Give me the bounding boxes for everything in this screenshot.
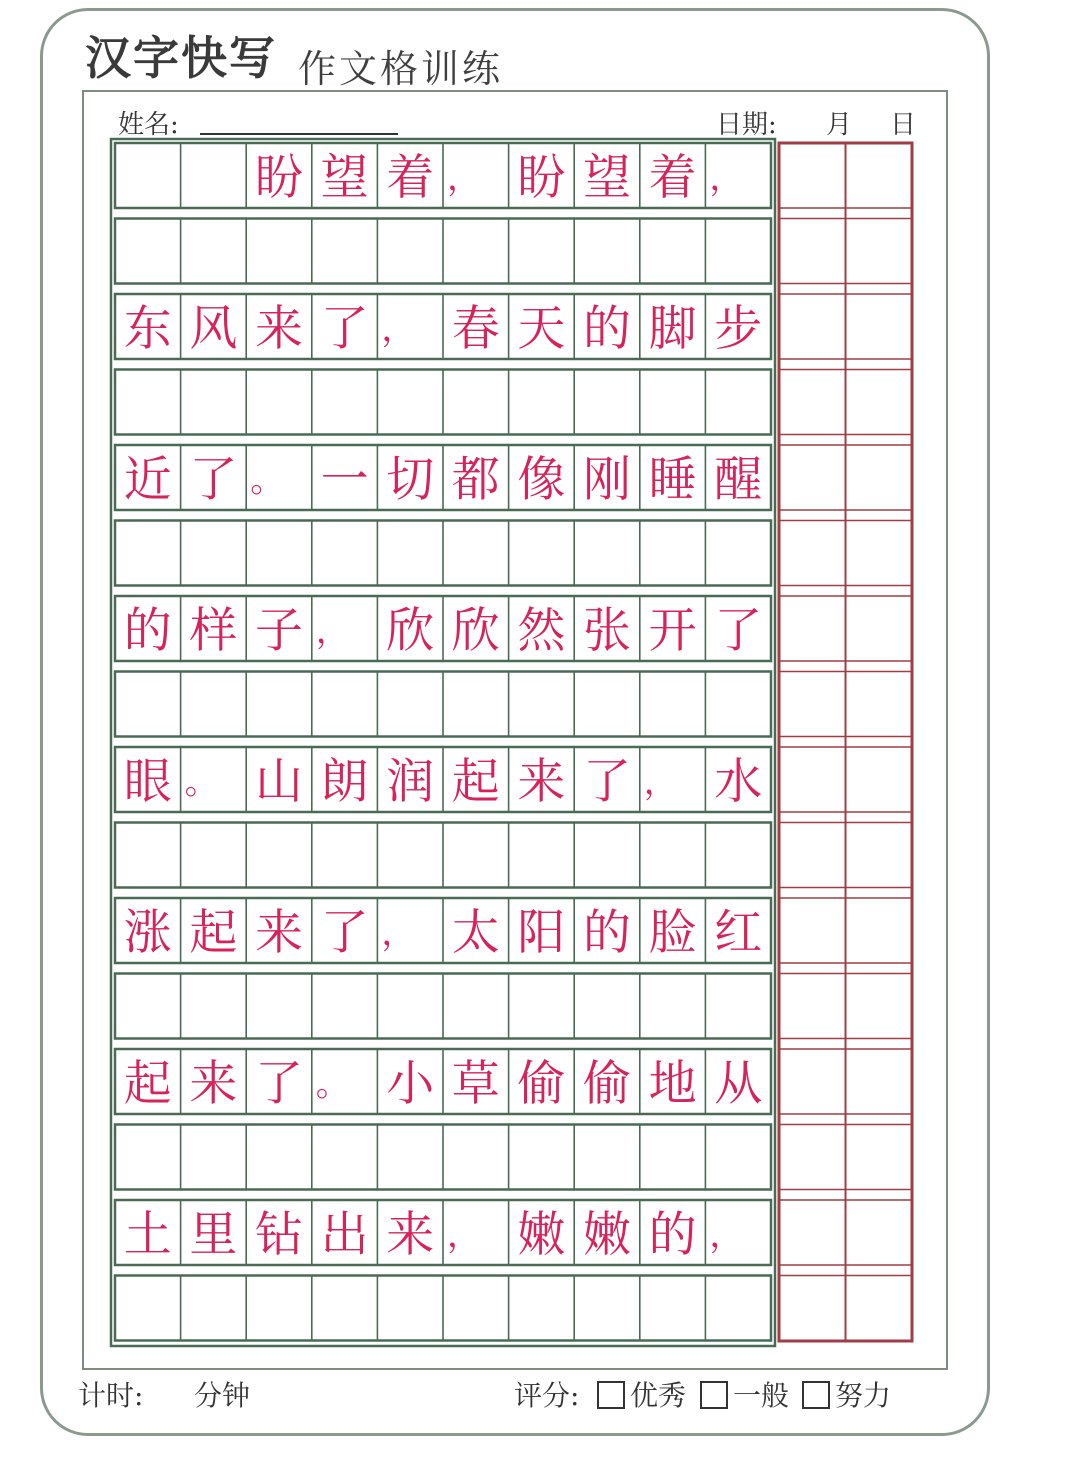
month-label: 月 <box>826 110 853 140</box>
handwritten-char: 起 <box>189 904 238 961</box>
score-option-excellent: 优秀 <box>630 1379 687 1412</box>
handwritten-char: 。 <box>250 460 285 501</box>
handwritten-char: 春 <box>451 300 500 357</box>
handwritten-char: 开 <box>648 602 697 659</box>
handwritten-char: 草 <box>451 1055 500 1112</box>
day-label: 日 <box>890 110 917 140</box>
handwritten-char: 嫩 <box>517 1206 566 1263</box>
handwritten-char: 近 <box>123 451 172 508</box>
score-checkbox-average[interactable] <box>700 1381 728 1409</box>
handwritten-char: 的 <box>582 300 632 357</box>
handwritten-char: 了 <box>320 300 369 357</box>
handwritten-char: 的 <box>648 1206 697 1263</box>
handwritten-char: 红 <box>714 904 763 961</box>
handwritten-char: 一 <box>320 451 369 508</box>
handwritten-char: 睡 <box>648 451 697 508</box>
handwritten-char: 的 <box>582 904 632 961</box>
date-label: 日期: <box>716 110 777 140</box>
handwritten-char: ， <box>446 1215 481 1256</box>
handwritten-char: 山 <box>254 753 304 810</box>
name-label: 姓名: <box>118 110 179 140</box>
handwritten-char: 偷 <box>582 1055 632 1112</box>
handwritten-char: 刚 <box>582 451 632 508</box>
handwritten-char: 了 <box>320 904 369 961</box>
handwritten-char: 涨 <box>123 904 172 961</box>
handwritten-char: 盼 <box>254 149 304 206</box>
handwritten-char: 起 <box>451 753 500 810</box>
handwritten-char: 偷 <box>517 1055 566 1112</box>
handwritten-char: 了 <box>582 753 632 810</box>
handwritten-char: 地 <box>648 1055 697 1112</box>
handwritten-char: 钻 <box>254 1206 304 1263</box>
handwritten-char: ， <box>381 309 416 350</box>
handwritten-char: 天 <box>517 300 566 357</box>
handwritten-char: 风 <box>189 300 238 357</box>
handwritten-char: 的 <box>123 602 172 659</box>
handwritten-char: 望 <box>320 149 369 206</box>
handwritten-char: 来 <box>254 904 304 961</box>
score-option-average: 一般 <box>733 1379 790 1412</box>
handwritten-char: 盼 <box>517 149 566 206</box>
handwritten-char: ， <box>709 158 744 199</box>
handwritten-char: 。 <box>184 762 219 803</box>
handwritten-char: 里 <box>189 1206 238 1263</box>
handwritten-char: 起 <box>123 1055 172 1112</box>
handwritten-char: 太 <box>451 904 500 961</box>
handwritten-char: 着 <box>386 149 435 206</box>
handwritten-char: 嫩 <box>582 1206 632 1263</box>
handwritten-char: 张 <box>582 602 632 659</box>
handwritten-char: 从 <box>714 1055 763 1112</box>
handwritten-char: 来 <box>254 300 304 357</box>
handwritten-char: 来 <box>517 753 566 810</box>
handwritten-char: 东 <box>123 300 172 357</box>
handwritten-char: 欣 <box>451 602 500 659</box>
handwritten-char: ， <box>446 158 481 199</box>
handwritten-char: ， <box>381 913 416 954</box>
score-option-effort: 努力 <box>835 1379 892 1412</box>
handwritten-char: 醒 <box>714 451 763 508</box>
handwritten-char: 水 <box>714 753 763 810</box>
handwritten-char: 眼 <box>123 753 172 810</box>
handwritten-char: 望 <box>582 149 632 206</box>
handwritten-char: 脚 <box>648 300 697 357</box>
handwritten-char: 欣 <box>386 602 435 659</box>
score-checkbox-effort[interactable] <box>802 1381 830 1409</box>
handwritten-char: 阳 <box>517 904 566 961</box>
handwritten-char: ， <box>643 762 678 803</box>
handwritten-char: 脸 <box>648 904 697 961</box>
handwritten-char: 来 <box>386 1206 435 1263</box>
handwritten-char: 样 <box>189 602 238 659</box>
handwritten-char: 小 <box>386 1055 435 1112</box>
handwritten-char: 。 <box>315 1064 350 1105</box>
handwritten-char: 土 <box>123 1206 172 1263</box>
handwritten-char: 切 <box>386 451 435 508</box>
handwritten-char: 然 <box>517 602 566 659</box>
score-checkbox-excellent[interactable] <box>597 1381 625 1409</box>
handwritten-char: 了 <box>714 602 763 659</box>
handwritten-char: ， <box>709 1215 744 1256</box>
handwritten-char: 来 <box>189 1055 238 1112</box>
handwritten-char: 了 <box>189 451 238 508</box>
handwritten-char: 润 <box>386 753 435 810</box>
handwritten-char: 子 <box>254 602 304 659</box>
handwritten-char: 着 <box>648 149 697 206</box>
handwritten-char: ， <box>315 611 350 652</box>
handwritten-char: 步 <box>714 300 763 357</box>
sheet-subtitle: 作文格训练 <box>298 47 504 91</box>
timer-label: 计时: <box>78 1379 144 1412</box>
handwritten-char: 了 <box>254 1055 304 1112</box>
handwritten-char: 朗 <box>320 753 369 810</box>
sheet-title: 汉字快写 <box>85 31 277 85</box>
minutes-label: 分钟 <box>194 1379 251 1412</box>
score-label: 评分: <box>514 1379 580 1412</box>
handwritten-char: 都 <box>451 451 500 508</box>
handwritten-char: 像 <box>517 451 566 508</box>
handwritten-char: 出 <box>320 1206 369 1263</box>
